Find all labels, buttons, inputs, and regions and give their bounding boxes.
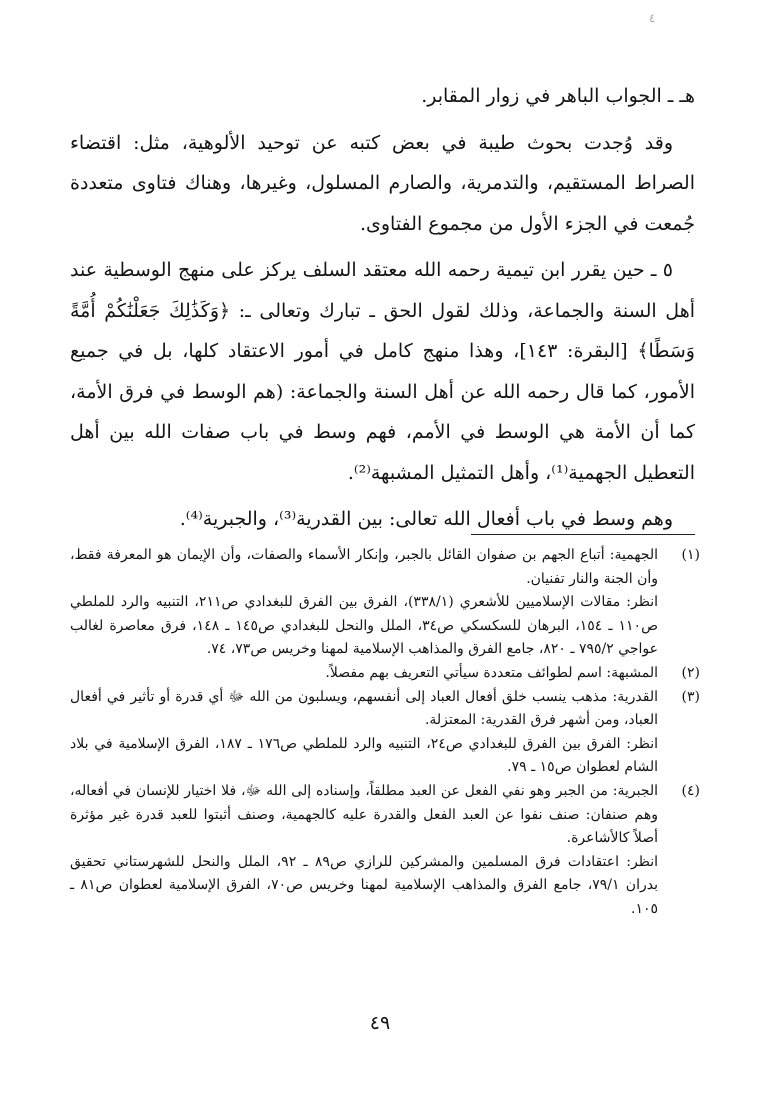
footnote-definition: الجبرية: من الجبر وهو نفي الفعل عن العبد مطلقاً، وإسناده إلى الله ﷻ، فلا اختيار للإنسان في أفعاله، وهم صنفان: صنف نفوا عن العبد الفعل والقدرة عليه كالجهمية، وصنف أثبتوا للعبد قدرة غير مؤثرة أصلاً كالأشاعرة. <box>70 782 658 847</box>
corner-mark: ٤ <box>649 11 656 25</box>
footnote-4 <box>70 780 700 922</box>
footnote-references: انظر: مقالات الإسلاميين للأشعري (٣٣٨/١)، الفرق بين الفرق للبغدادي ص٢١١، التنبيه والرد للملطي ص١١٠ ـ ١٥٤، البرهان للسكسكي ص٣٤، الملل والنحل للبغدادي ص١٤٥ ـ ١٤٨، فرق معاصرة لغالب عواجي ٧٩٥/٢ ـ ٨٢٠، جامع الفرق والمذاهب الإسلامية لمهنا وخريس ص٧٣، ٧٤. <box>70 594 658 658</box>
footnote-number: (١) <box>681 547 700 563</box>
footnote-divider <box>471 534 695 535</box>
footnote-definition: الجهمية: أتباع الجهم بن صفوان القائل بالجبر، وإنكار الأسماء والصفات، وأن الإيمان هو المعرفة فقط، وأن الجنة والنار تفنيان. <box>70 547 658 587</box>
body-text <box>70 76 695 546</box>
footnote-references: انظر: الفرق بين الفرق للبغدادي ص٢٤، التنبيه والرد للملطي ص١٧٦ ـ ١٨٧، الفرق الإسلامية في بلاد الشام لعطوان ص١٥ ـ ٧٩. <box>70 735 658 776</box>
footnote-references: انظر: اعتقادات فرق المسلمين والمشركين للرازي ص٨٩ ـ ٩٢، الملل والنحل للشهرستاني تحقيق بدران ٧٩/١، جامع الفرق والمذاهب الإسلامية لمهنا وخريس ص٧٠، الفرق الإسلامية لعطوان ص٨١ ـ ١٠٥. <box>70 853 658 917</box>
footnotes <box>70 544 700 922</box>
paragraph-qadar: وهم وسط في باب أفعال الله تعالى: بين القدرية⁽³⁾، والجبرية⁽⁴⁾. <box>179 508 673 530</box>
footnote-definition: القدرية: مذهب ينسب خلق أفعال العباد إلى أنفسهم، ويسلبون من الله ﷻ أي قدرة أو تأثير في أفعال العباد، ومن أشهر فرق القدرية: المعتزلة. <box>70 688 658 729</box>
footnote-number: (٢) <box>681 664 700 681</box>
paragraph-item-list: هـ ـ الجواب الباهر في زوار المقابر. <box>421 85 695 107</box>
paragraph-works: وقد وُجدت بحوث طيبة في بعض كتبه عن توحيد الألوهية، مثل: اقتضاء الصراط المستقيم، والتدمرية، والصارم المسلول، وغيرها، وهناك فتاوى متعددة جُمعت في الجزء الأول من مجموع الفتاوى. <box>70 131 695 235</box>
footnote-number: (٤) <box>681 782 700 799</box>
paragraph-wasatiyya: ٥ ـ حين يقرر ابن تيمية رحمه الله معتقد السلف يركز على منهج الوسطية عند أهل السنة والجماعة، وذلك لقول الحق ـ تبارك وتعالى ـ: ﴿وَكَذَٰلِكَ جَعَلْنَٰكُمْ أُمَّةً وَسَطًا﴾ [البقرة: ١٤٣]، وهذا منهج كامل في أمور الاعتقاد كلها، بل في جميع الأمور، كما قال رحمه الله عن أهل السنة والجماعة: (هم الوسط في فرق الأمة، كما أن الأمة هي الوسط في الأمم، فهم وسط في باب صفات الله بين أهل التعطيل الجهمية⁽¹⁾، وأهل التمثيل المشبهة⁽²⁾. <box>70 259 695 484</box>
footnote-definition: المشبهة: اسم لطوائف متعددة سيأتي التعريف بهم مفصلاً. <box>325 664 658 681</box>
page-number: ٤٩ <box>369 1012 391 1034</box>
footnote-3 <box>70 686 700 780</box>
footnote-number: (٣) <box>681 688 700 705</box>
footnote-1 <box>70 544 700 662</box>
footnote-2 <box>70 662 700 686</box>
